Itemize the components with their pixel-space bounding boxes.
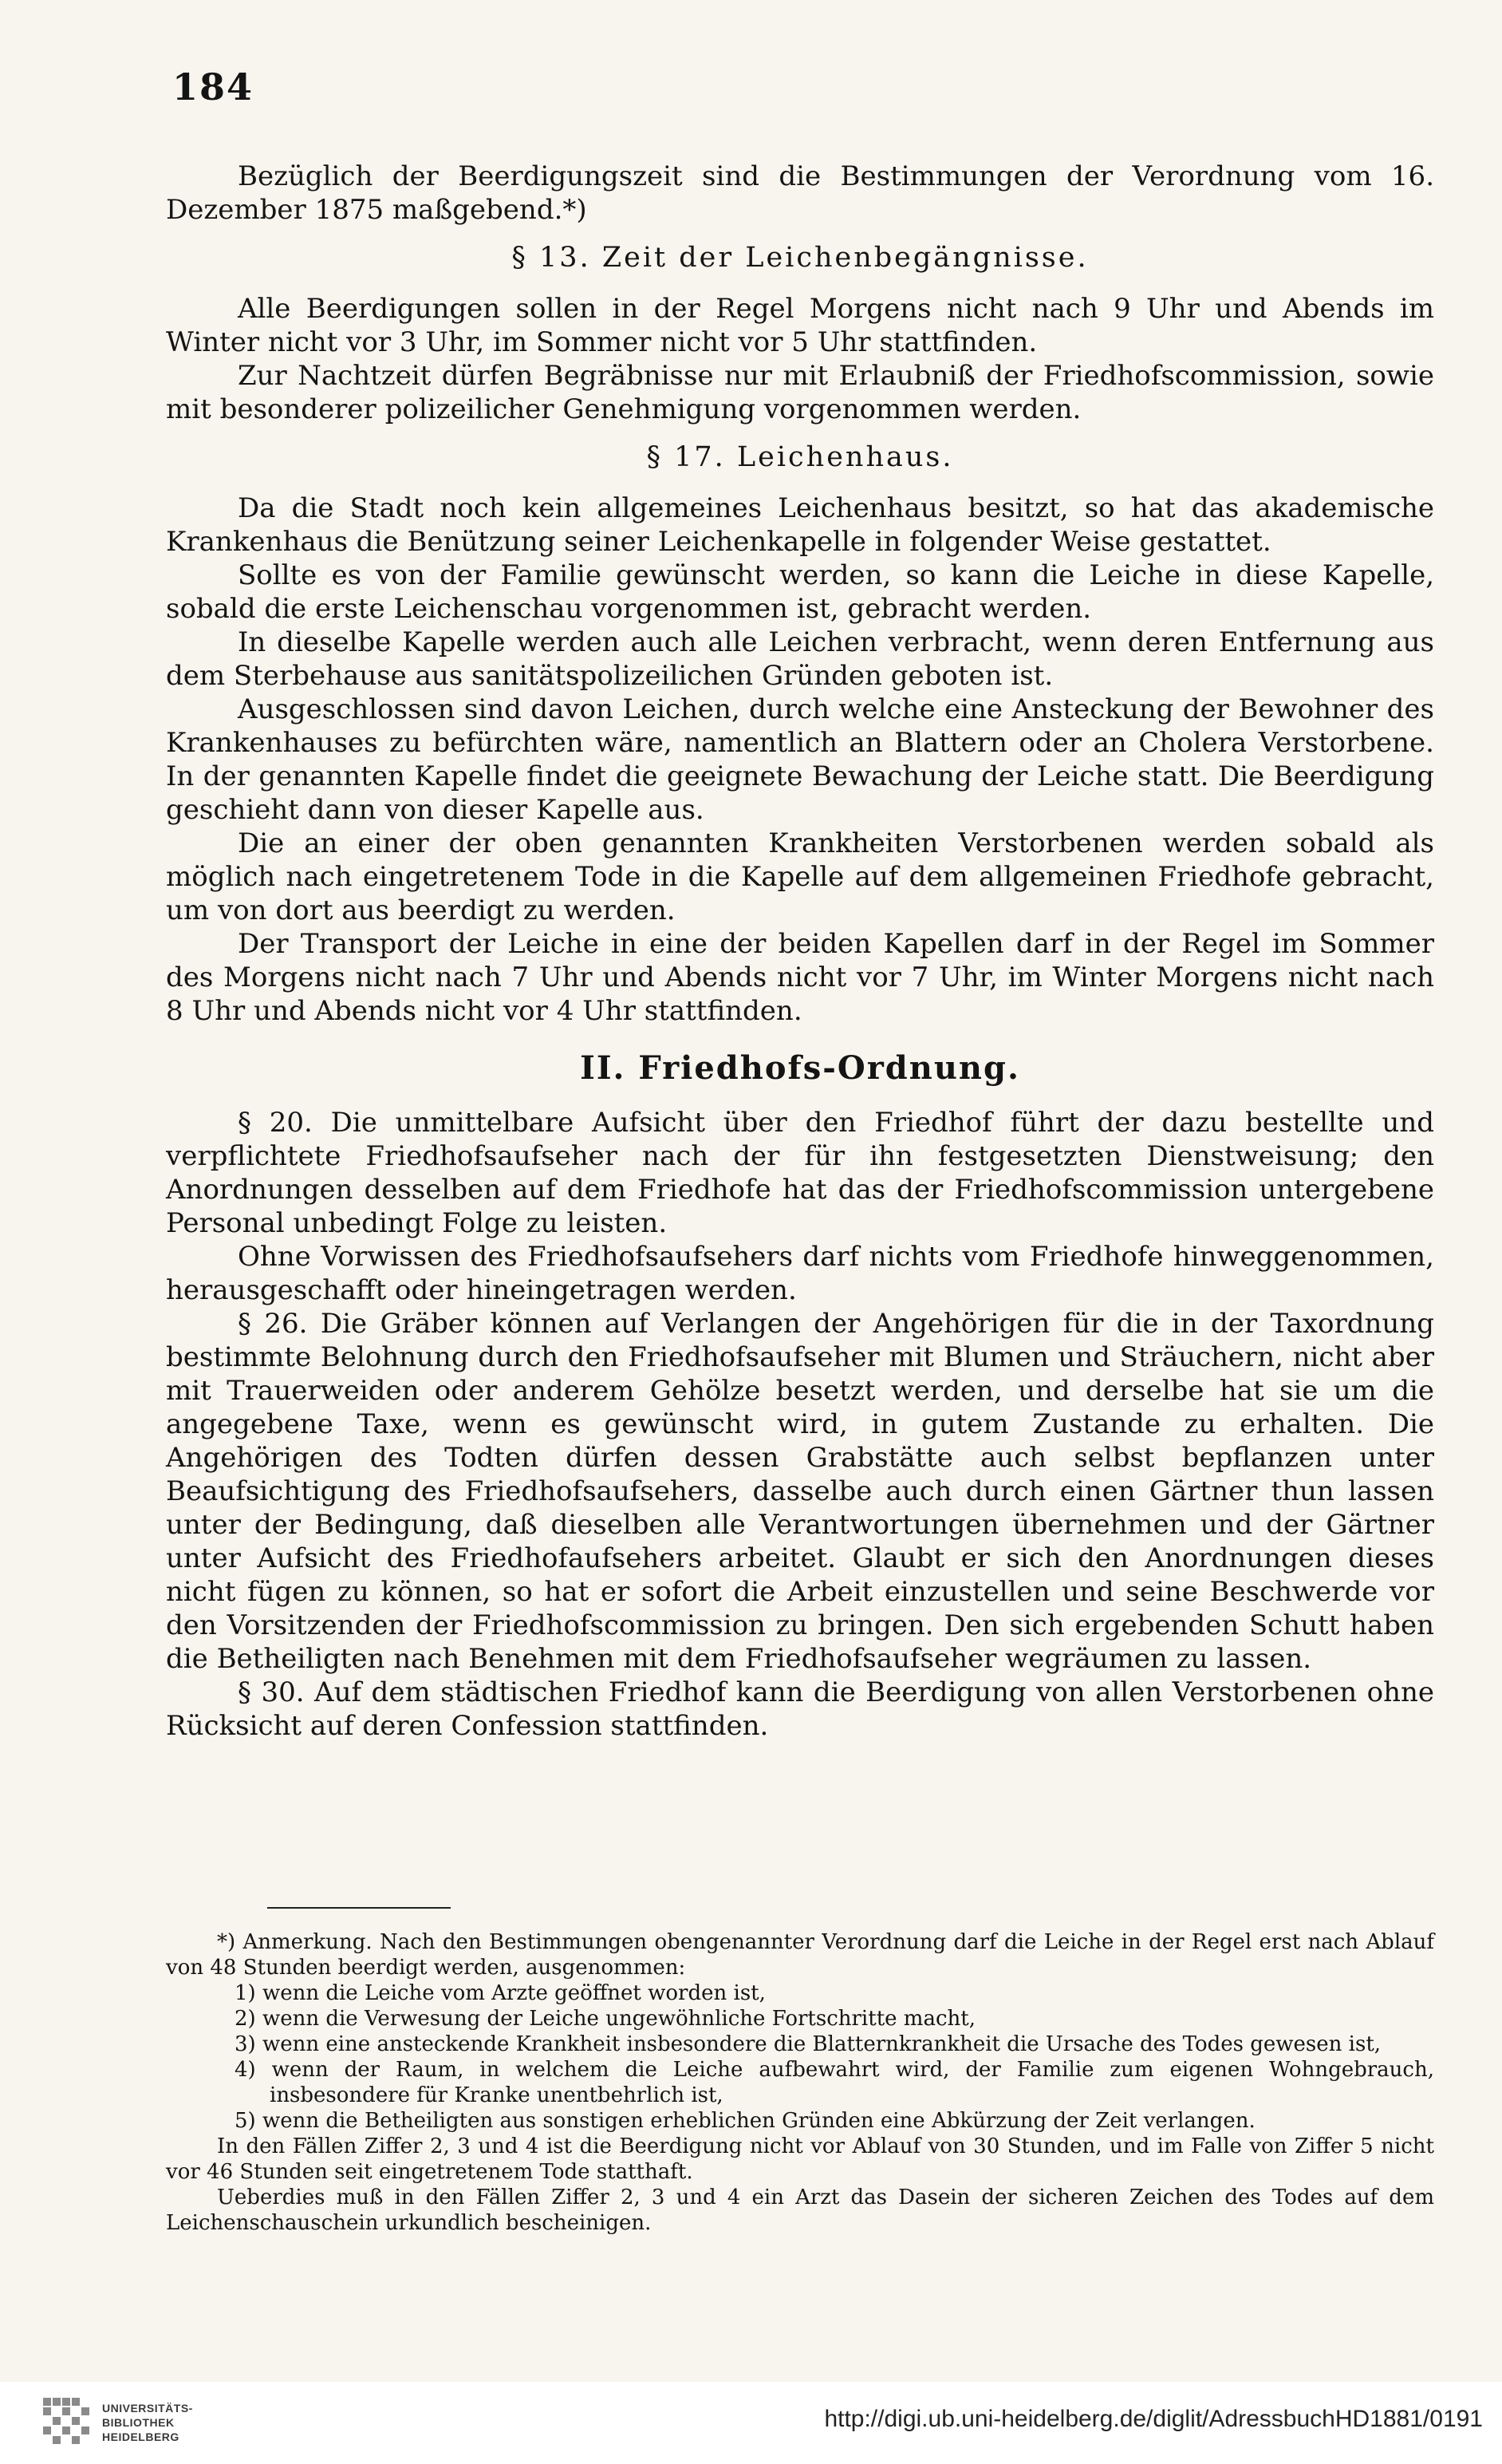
footnote-item: 2) wenn die Verwesung der Leiche ungewöhnliche Fortschritte macht, [235,2007,976,2031]
main-text [166,160,1434,1743]
paragraph-13-1: Alle Beerdigungen sollen in der Regel Morgens nicht nach 9 Uhr und Abends im Winter nicht vor 3 Uhr, im Sommer nicht vor 5 Uhr stattfinden. [166,293,1434,358]
logo-line: HEIDELBERG [102,2430,179,2443]
library-footer [0,2382,1502,2464]
paragraph-burial-time: Bezüglich der Beerdigungszeit sind die Bestimmungen der Verordnung vom 16. Dezember 1875 maßgebend.*) [166,160,1434,226]
paragraph-17-3: In dieselbe Kapelle werden auch alle Leichen verbracht, wenn deren Entfernung aus dem Sterbehause aus sanitätspolizeilichen Gründen geboten ist. [166,626,1434,692]
footnote-divider [267,1907,451,1909]
paragraph-20-2: Ohne Vorwissen des Friedhofsaufsehers darf nichts vom Friedhofe hinweggenommen, herausgeschafft oder hineingetragen werden. [166,1241,1434,1306]
footnote-paragraph-3: Ueberdies muß in den Fällen Ziffer 2, 3 und 4 ein Arzt das Dasein der sicheren Zeichen des Todes auf dem Leichenschauschein urkundlich bescheinigen. [166,2186,1434,2235]
source-url-link[interactable]: http://digi.ub.uni-heidelberg.de/diglit/AdressbuchHD1881/0191 [824,2406,1483,2432]
chapter-heading-ii: II. Friedhofs-Ordnung. [580,1049,1020,1087]
section-heading-17: § 17. Leichenhaus. [646,441,954,473]
paragraph-17-6: Der Transport der Leiche in eine der beiden Kapellen darf in der Regel im Sommer des Morgens nicht nach 7 Uhr und Abends nicht vor 7 Uhr, im Winter Morgens nicht nach 8 Uhr und Abends nicht vor 4 Uhr stattfinden. [166,928,1434,1027]
paragraph-17-4: Ausgeschlossen sind davon Leichen, durch welche eine Ansteckung der Bewohner des Krankenhauses zu befürchten wäre, namentlich an Blattern oder an Cholera Verstorbene. In der genannten Kapelle findet die geeignete Bewachung der Leiche statt. Die Beerdigung geschieht dann von dieser Kapelle aus. [166,693,1434,826]
footnote [166,1929,1434,2236]
paragraph-17-5: Die an einer der oben genannten Krankheiten Verstorbenen werden sobald als möglich nach eingetretenem Tode in die Kapelle auf dem allgemeinen Friedhofe gebracht, um von dort aus beerdigt zu werden. [166,827,1434,926]
footnote-paragraph-2: In den Fällen Ziffer 2, 3 und 4 ist die Beerdigung nicht vor Ablauf von 30 Stunden, und im Falle von Ziffer 5 nicht vor 46 Stunden seit eingetretenem Tode statthaft. [166,2134,1434,2184]
paragraph-26: § 26. Die Gräber können auf Verlangen der Angehörigen für die in der Taxordnung bestimmte Belohnung durch den Friedhofsaufseher mit Blumen und Sträuchern, nicht aber mit Trauerweiden oder anderem Gehölze besetzt werden, und derselbe hat sie um die angegebene Taxe, wenn es gewünscht wird, in gutem Zustande zu erhalten. Die Angehörigen des Todten dürfen dessen Grabstätte auch selbst bepflanzen unter Beaufsichtigung des Friedhofsaufsehers, dasselbe auch durch einen Gärtner thun lassen unter der Bedingung, daß dieselben alle Verantwortungen übernehmen und der Gärtner unter Aufsicht des Friedhofaufsehers arbeitet. Glaubt er sich den Anordnungen dieses nicht fügen zu können, so hat er sofort die Arbeit einzustellen und seine Beschwerde vor den Vorsitzenden der Friedhofscommission zu bringen. Den sich ergebenden Schutt haben die Betheiligten nach Benehmen mit dem Friedhofsaufseher wegräumen zu lassen. [166,1308,1434,1675]
paragraph-20-1: § 20. Die unmittelbare Aufsicht über den Friedhof führt der dazu bestellte und verpflichtete Friedhofsaufseher nach der für ihn festgesetzten Dienstweisung; den Anordnungen desselben auf dem Friedhofe hat das der Friedhofscommission untergebene Personal unbedingt Folge zu leisten. [166,1107,1434,1239]
paragraph-17-2: Sollte es von der Familie gewünscht werden, so kann die Leiche in diese Kapelle, sobald die erste Leichenschau vorgenommen ist, gebracht werden. [166,559,1434,625]
footnote-item: 3) wenn eine ansteckende Krankheit insbesondere die Blatternkrankheit die Ursache des Todes gewesen ist, [235,2032,1382,2056]
section-heading-13: § 13. Zeit der Leichenbegängnisse. [511,242,1089,274]
library-logo-text [102,2401,262,2444]
footnote-intro: *) Anmerkung. Nach den Bestimmungen obengenannter Verordnung darf die Leiche in der Regel erst nach Ablauf von 48 Stunden beerdigt werden, ausgenommen: [166,1930,1434,1980]
footnote-item: 4) wenn der Raum, in welchem die Leiche aufbewahrt wird, der Familie zum eigenen Wohngebrauch, insbesondere für Kranke unentbehrlich ist, [235,2058,1434,2107]
footnote-item: 5) wenn die Betheiligten aus sonstigen erheblichen Gründen eine Abkürzung der Zeit verlangen. [235,2109,1256,2133]
logo-line: BIBLIOTHEK [102,2416,175,2429]
footnote-list [166,1980,1434,2134]
paragraph-13-2: Zur Nachtzeit dürfen Begräbnisse nur mit Erlaubniß der Friedhofscommission, sowie mit besonderer polizeilicher Genehmigung vorgenommen werden. [166,360,1434,425]
paragraph-30: § 30. Auf dem städtischen Friedhof kann die Beerdigung von allen Verstorbenen ohne Rücksicht auf deren Confession stattfinden. [166,1676,1434,1742]
library-logo-icon [41,2396,91,2446]
logo-line: UNIVERSITÄTS- [102,2402,193,2415]
library-logo[interactable] [41,2396,193,2452]
footnote-item: 1) wenn die Leiche vom Arzte geöffnet worden ist, [235,1981,766,2005]
paragraph-17-1: Da die Stadt noch kein allgemeines Leichenhaus besitzt, so hat das akademische Krankenhaus die Benützung seiner Leichenkapelle in folgender Weise gestattet. [166,492,1434,558]
page-number: 184 [172,65,254,109]
